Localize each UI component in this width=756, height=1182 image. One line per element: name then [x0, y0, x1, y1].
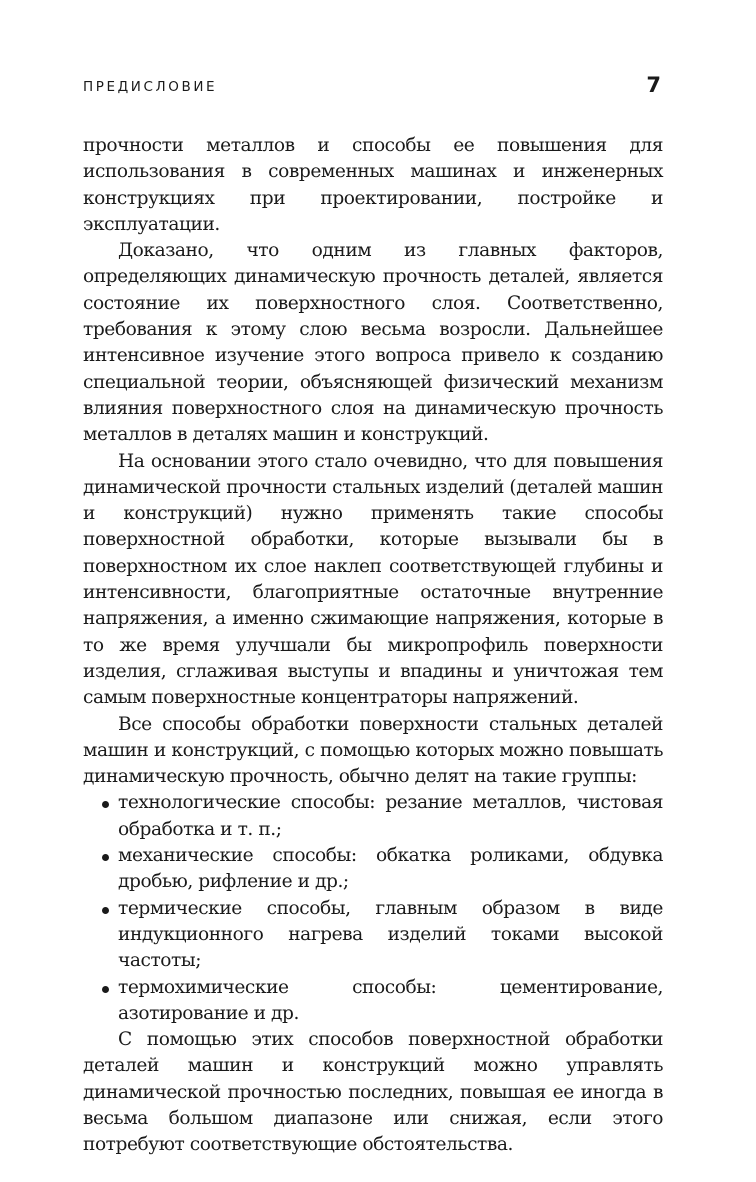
- bullet-icon: [102, 907, 109, 914]
- body-text: [83, 133, 663, 1159]
- paragraph: На основании этого стало очевидно, что для повышения динамической прочности стальных изделий (деталей машин и конструкций) нужно применять такие способы поверхностной обработки, которые вызывали бы в поверхностном их слое наклеп соответствующей глубины и интенсивности, благоприятные остаточные внутренние напряжения, а именно сжимающие напряжения, которые в то же время улучшали бы микропрофиль поверхности изделия, сглаживая выступы и впадины и уничтожая тем самым поверхностные концентраторы напряжений.: [83, 450, 663, 709]
- bullet-text: технологические способы: резание металлов, чистовая обработка и т. п.;: [118, 792, 663, 840]
- page-number: 7: [646, 73, 661, 97]
- bullet-icon: [102, 854, 109, 861]
- bullet-text: термические способы, главным образом в виде индукционного нагрева изделий токами высокой частоты;: [118, 897, 663, 972]
- bullet-item: [83, 790, 663, 843]
- book-page: [83, 0, 663, 1182]
- closing-paragraph: С помощью этих способов поверхностной обработки деталей машин и конструкций можно управлять динамической прочностью последних, повышая ее иногда в весьма большом диапазоне или снижая, если этого потребуют соответствующие обстоятельства.: [83, 1029, 663, 1156]
- bullet-item: [83, 843, 663, 896]
- bullet-text: механические способы: обкатка роликами, обдувка дробью, рифление и др.;: [118, 845, 663, 893]
- paragraph: Все способы обработки поверхности стальных деталей машин и конструкций, с помощью которых можно повышать динамическую прочность, обычно делят на такие группы:: [83, 713, 663, 788]
- bullet-text: термохимические способы: цементирование, азотирование и др.: [118, 976, 663, 1024]
- bullet-icon: [102, 801, 109, 808]
- bullet-item: [83, 896, 663, 975]
- paragraph: Доказано, что одним из главных факторов, определяющих динамическую прочность деталей, является состояние их поверхностного слоя. Соответственно, требования к этому слою весьма возросли. Дальнейшее интенсивное изучение этого вопроса привело к созданию специальной теории, объясняющей физический механизм влияния поверхностного слоя на динамическую прочность металлов в деталях машин и конструкций.: [83, 240, 663, 446]
- section-title: ПРЕДИСЛОВИЕ: [83, 79, 218, 95]
- paragraph: прочности металлов и способы ее повышения для использования в современных машинах и инженерных конструкциях при проектировании, постройке и эксплуатации.: [83, 135, 663, 235]
- running-header: [83, 73, 663, 98]
- bullet-list: [83, 790, 663, 1027]
- bullet-item: [83, 975, 663, 1028]
- bullet-icon: [102, 986, 109, 993]
